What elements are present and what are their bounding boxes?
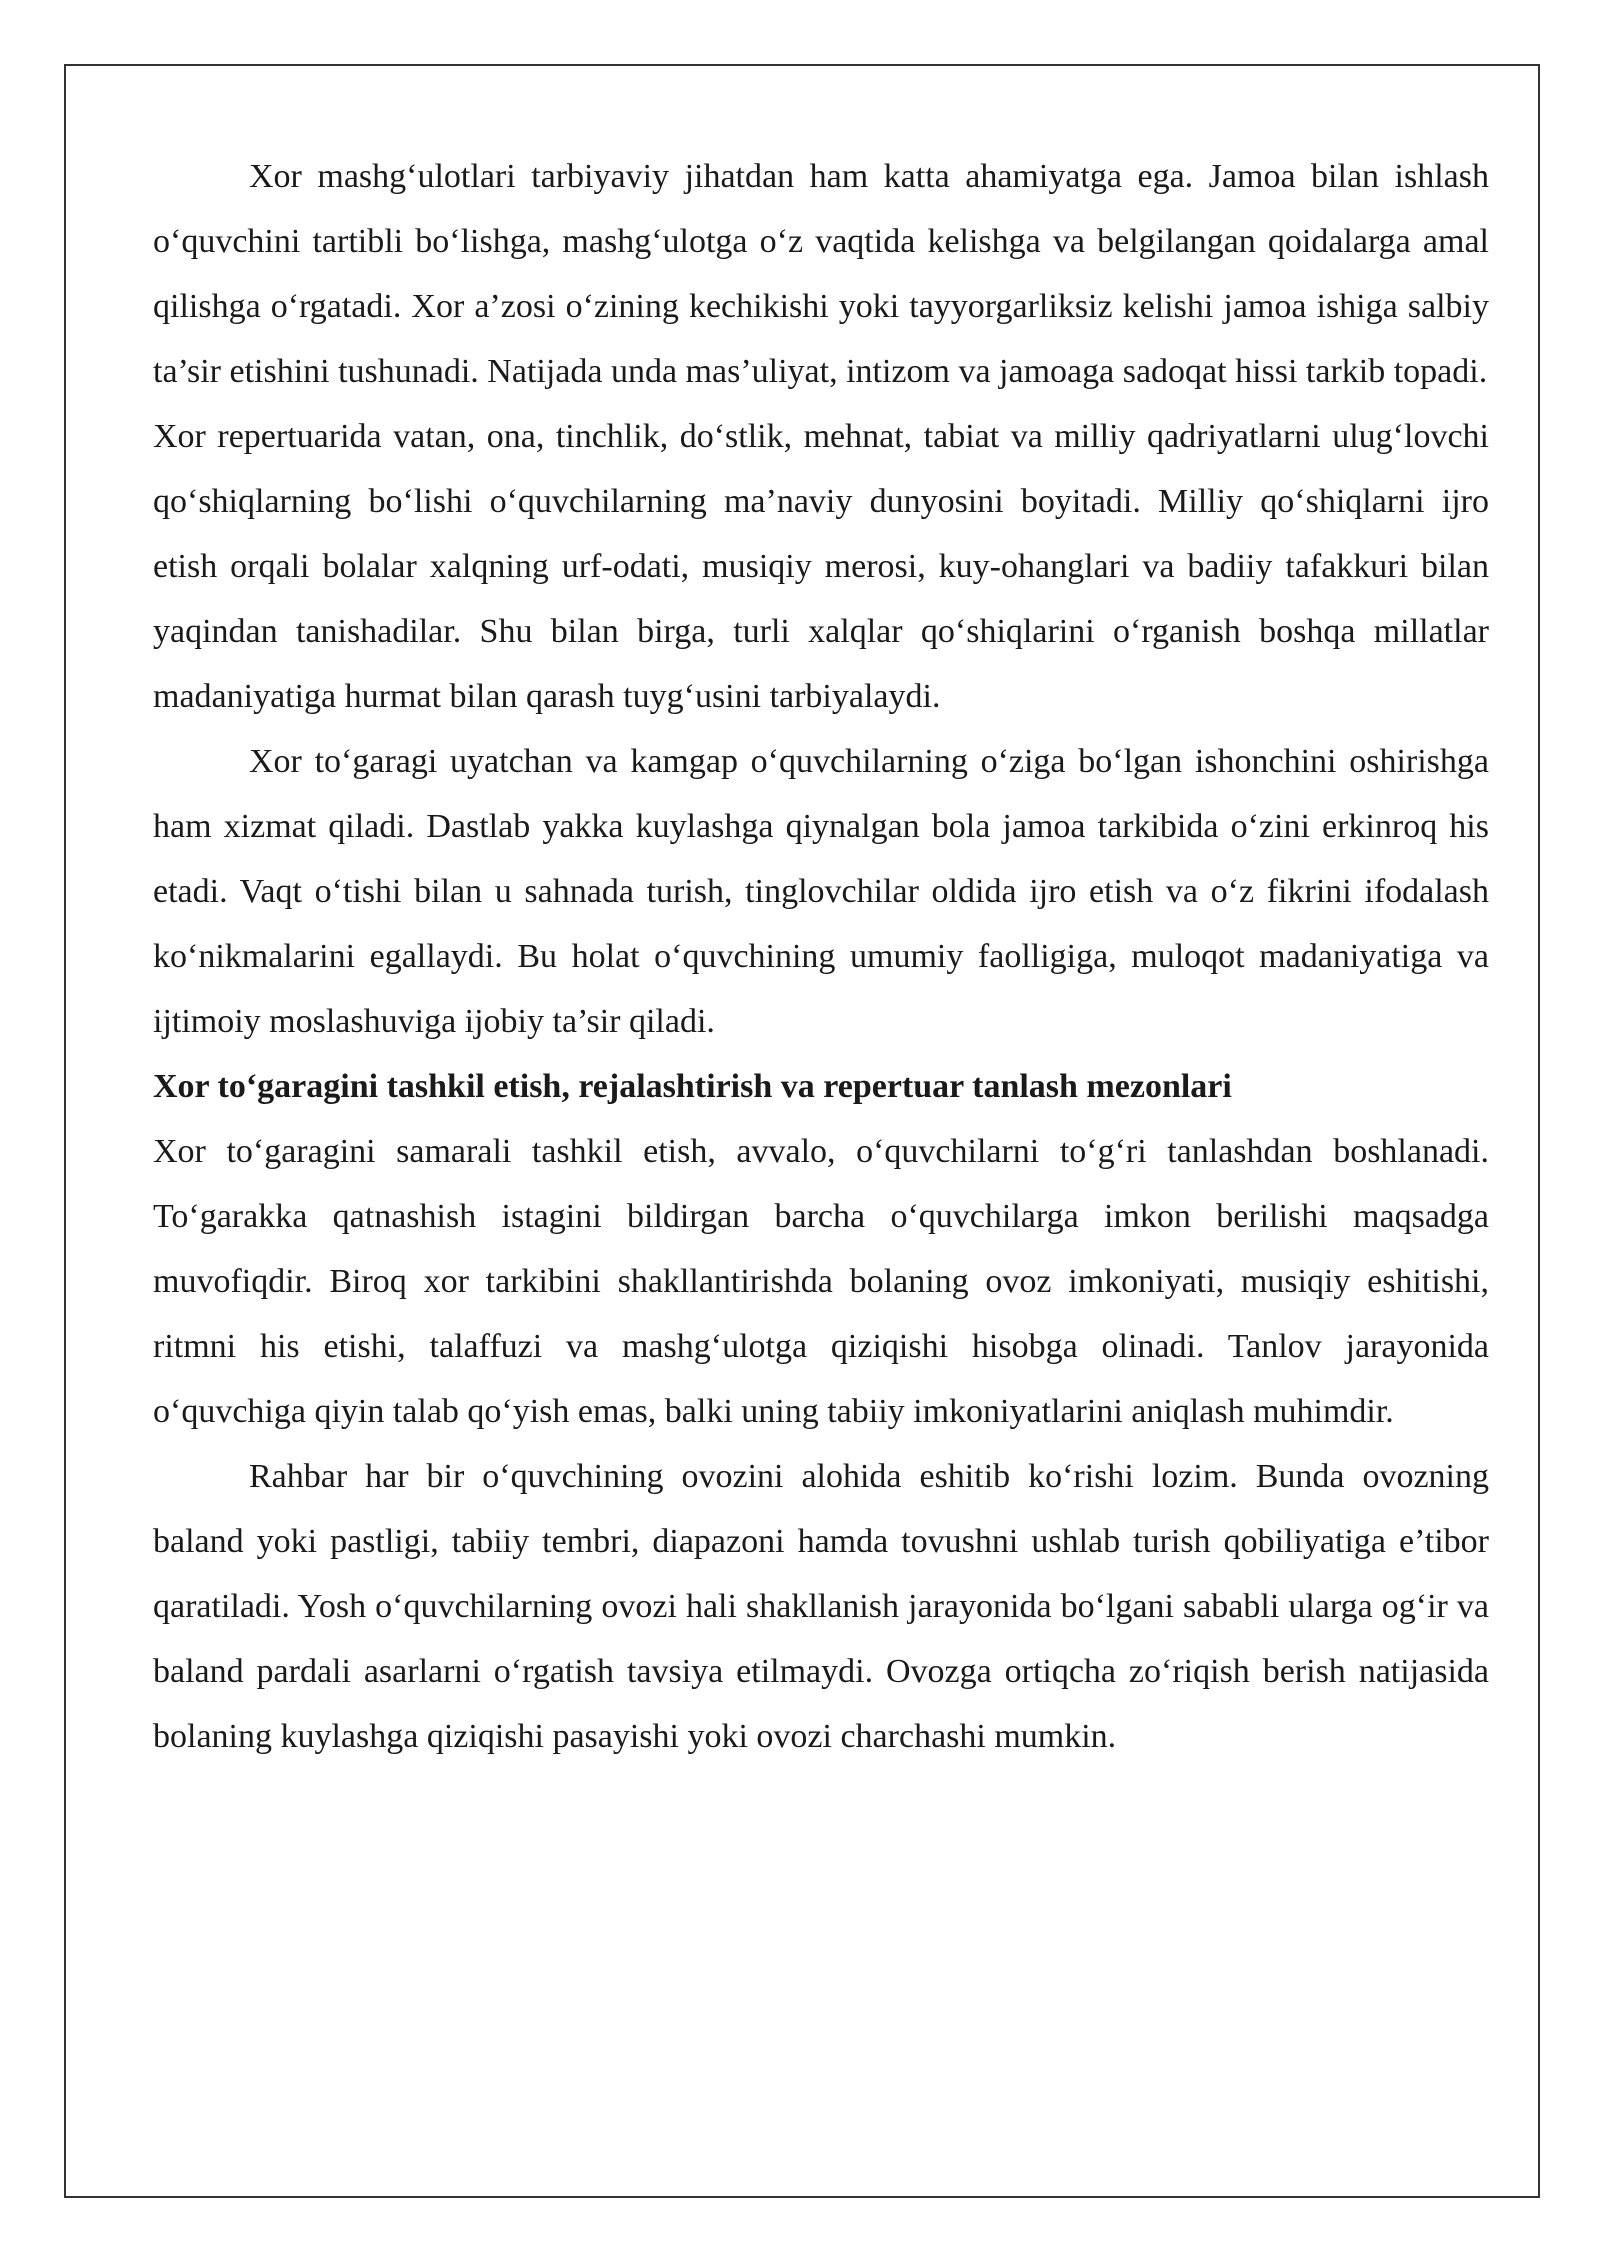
paragraph-4: Xor to‘garagini samarali tashkil etish, avvalo, o‘quvchilarni to‘g‘ri tanlashdan boshlanadi. To‘garakka qatnashish istagini bildirgan barcha o‘quvchilarga imkon berilishi maqsadga muvofiqdir. Biroq xor tarkibini shakllantirishda bolaning ovoz imkoniyati, musiqiy eshitishi, ritmni his etishi, talaffuzi va mashg‘ulotga qiziqishi hisobga olinadi. Tanlov jarayonida o‘quvchiga qiyin talab qo‘yish emas, balki uning tabiiy imkoniyatlarini aniqlash muhimdir. xyxy=(153,1133,1489,1430)
paragraph-2: Xor repertuarida vatan, ona, tinchlik, do‘stlik, mehnat, tabiat va milliy qadriyatlarni ulug‘lovchi qo‘shiqlarning bo‘lishi o‘quvchilarning ma’naviy dunyosini boyitadi. Milliy qo‘shiqlarni ijro etish orqali bolalar xalqning urf-odati, musiqiy merosi, kuy-ohanglari va badiiy tafakkuri bilan yaqindan tanishadilar. Shu bilan birga, turli xalqlar qo‘shiqlarini o‘rganish boshqa millatlar madaniyatiga hurmat bilan qarash tuyg‘usini tarbiyalaydi. xyxy=(153,418,1489,715)
section-heading: Xor to‘garagini tashkil etish, rejalashtirish va repertuar tanlash mezonlari xyxy=(153,1068,1232,1105)
paragraph-1: Xor mashg‘ulotlari tarbiyaviy jihatdan ham katta ahamiyatga ega. Jamoa bilan ishlash o‘quvchini tartibli bo‘lishga, mashg‘ulotga o‘z vaqtida kelishga va belgilangan qoidalarga amal qilishga o‘rgatadi. Xor a’zosi o‘zining kechikishi yoki tayyorgarliksiz kelishi jamoa ishiga salbiy ta’sir etishini tushunadi. Natijada unda mas’uliyat, intizom va jamoaga sadoqat hissi tarkib topadi. xyxy=(153,158,1489,390)
paragraph-3: Xor to‘garagi uyatchan va kamgap o‘quvchilarning o‘ziga bo‘lgan ishonchini oshirishga ham xizmat qiladi. Dastlab yakka kuylashga qiynalgan bola jamoa tarkibida o‘zini erkinroq his etadi. Vaqt o‘tishi bilan u sahnada turish, tinglovchilar oldida ijro etish va o‘z fikrini ifodalash ko‘nikmalarini egallaydi. Bu holat o‘quvchining umumiy faolligiga, muloqot madaniyatiga va ijtimoiy moslashuviga ijobiy ta’sir qiladi. xyxy=(153,743,1489,1040)
document-body xyxy=(153,144,1489,1769)
paragraph-5: Rahbar har bir o‘quvchining ovozini alohida eshitib ko‘rishi lozim. Bunda ovozning baland yoki pastligi, tabiiy tembri, diapazoni hamda tovushni ushlab turish qobiliyatiga e’tibor qaratiladi. Yosh o‘quvchilarning ovozi hali shakllanish jarayonida bo‘lgani sababli ularga og‘ir va baland pardali asarlarni o‘rgatish tavsiya etilmaydi. Ovozga ortiqcha zo‘riqish berish natijasida bolaning kuylashga qiziqishi pasayishi yoki ovozi charchashi mumkin. xyxy=(153,1458,1489,1755)
